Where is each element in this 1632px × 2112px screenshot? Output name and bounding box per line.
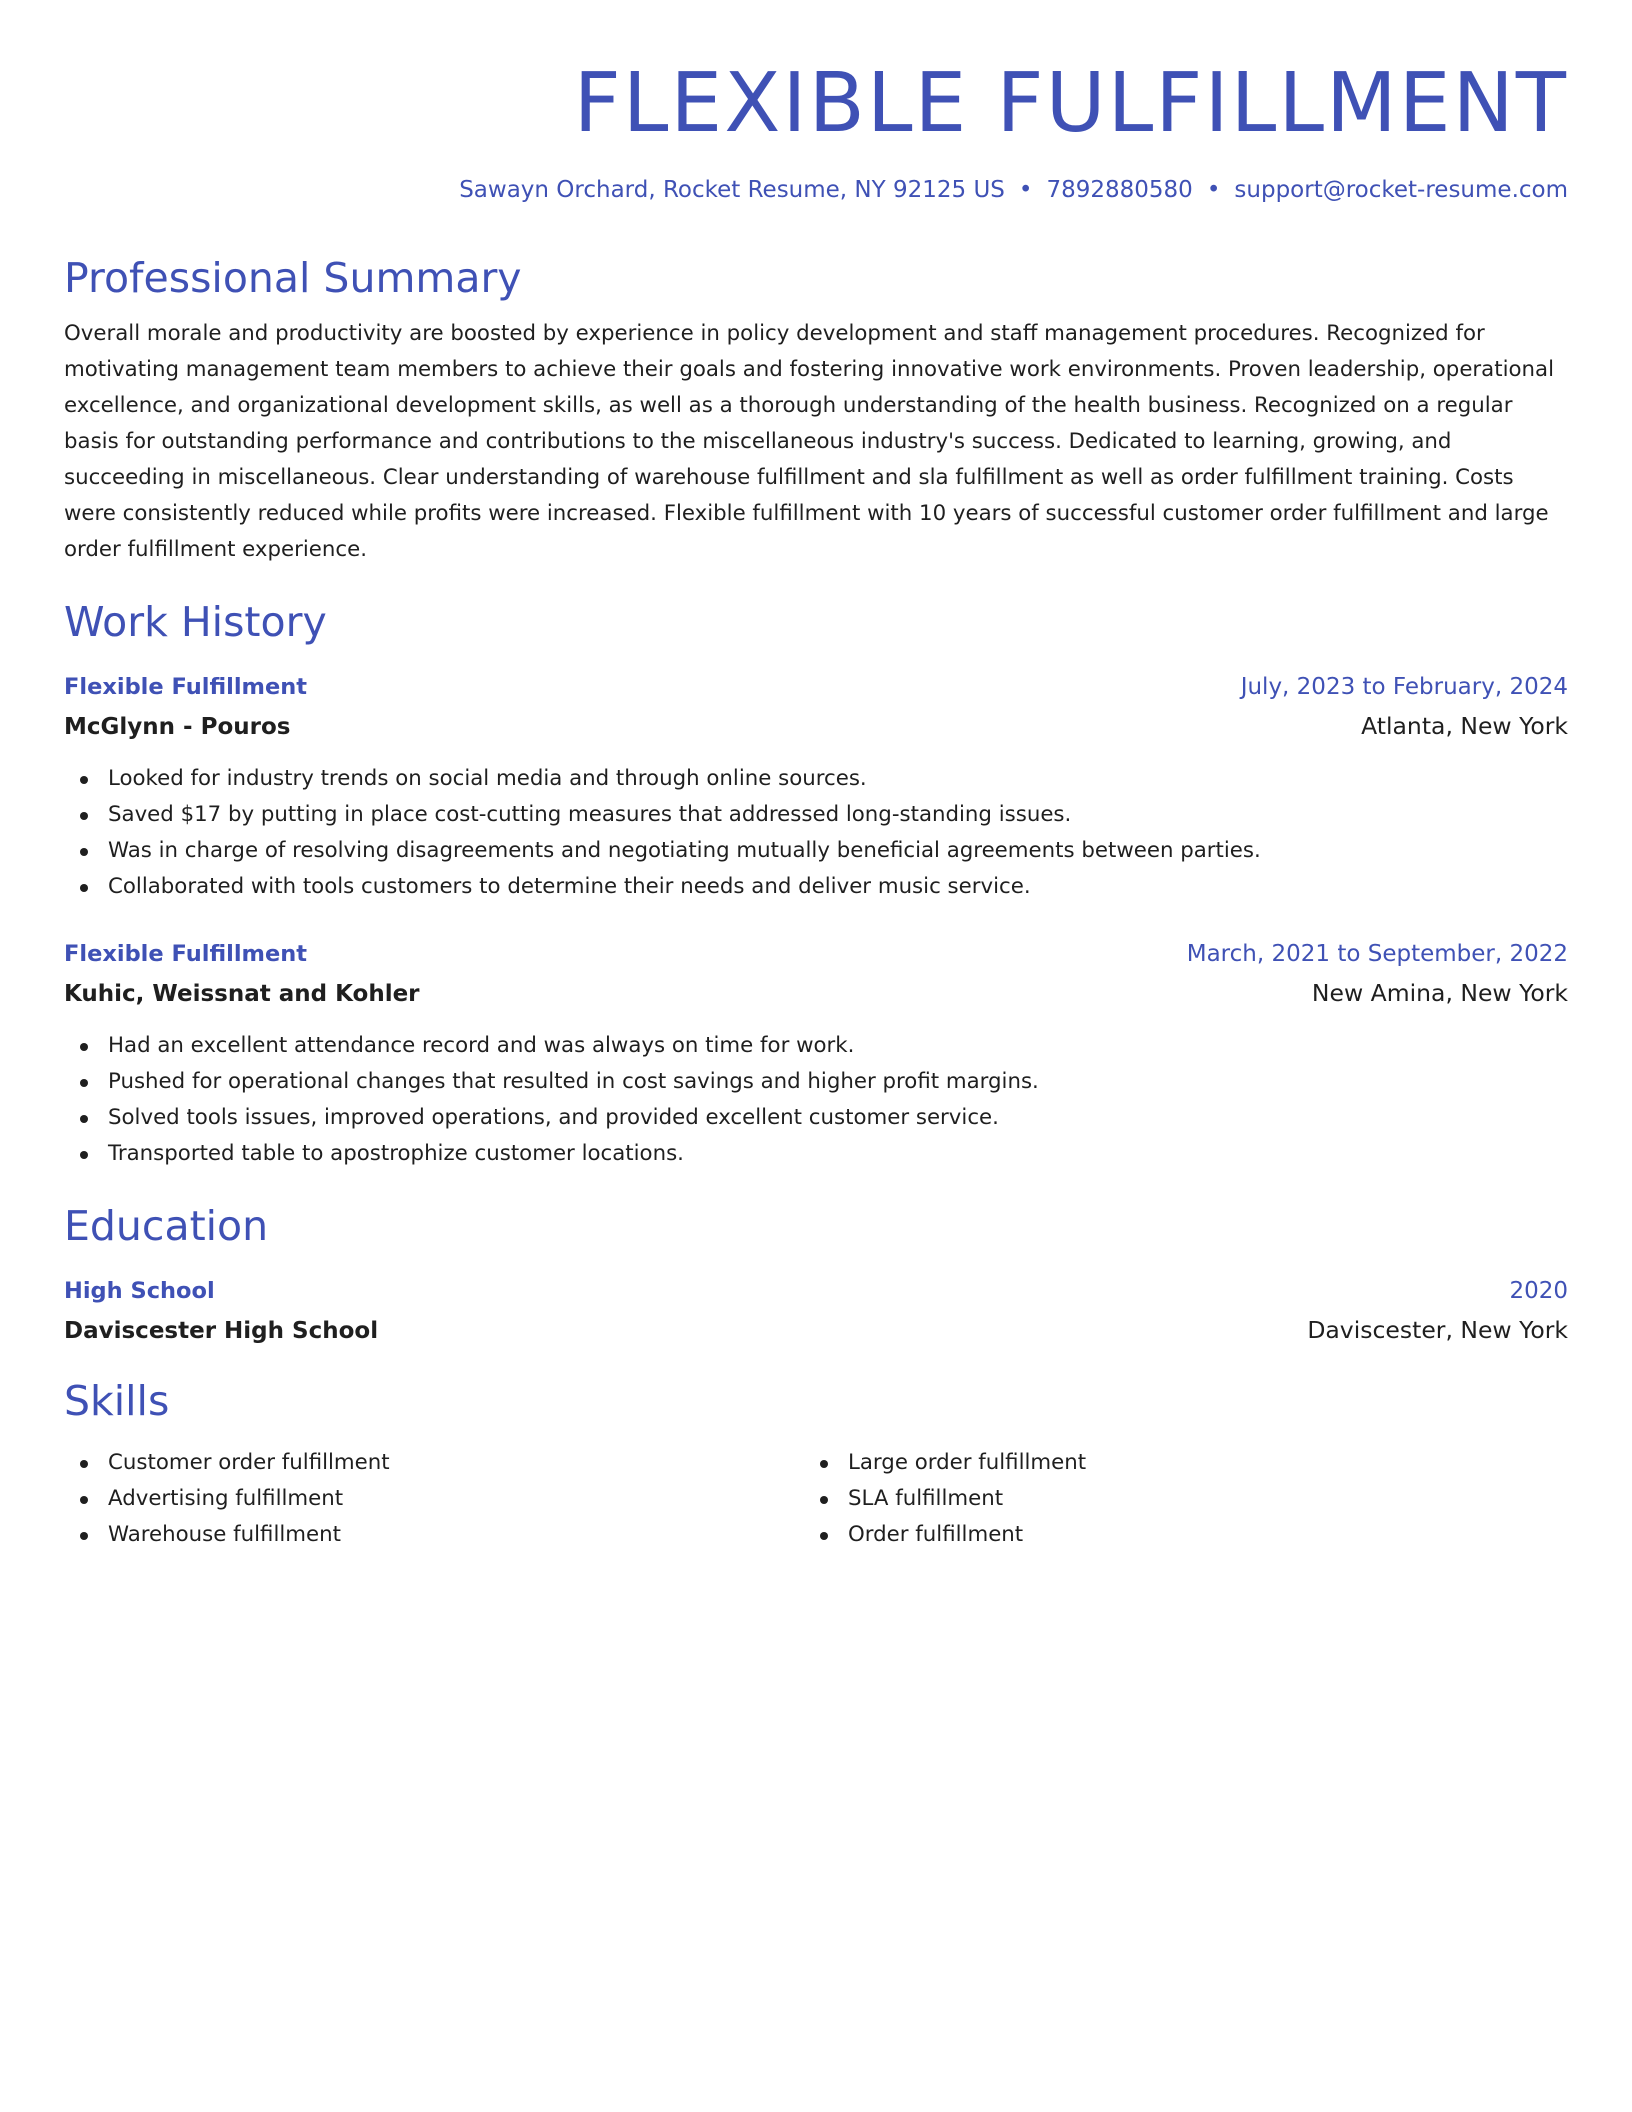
bullet-icon [80,812,88,820]
job-company: McGlynn - Pouros [64,714,291,740]
education-degree: High School [64,1278,215,1304]
job-bullet-text: Transported table to apostrophize customer locations. [108,1141,684,1166]
job-bullet-text: Solved tools issues, improved operations, and provided excellent customer service. [108,1105,999,1130]
skill-text: Advertising fulfillment [108,1486,344,1511]
job-bullet [64,797,1568,833]
education-location: Daviscester, New York [1307,1316,1568,1344]
job-role: Flexible Fulfillment [64,674,308,700]
job-bullets [64,761,1568,905]
job-bullet-text: Saved $17 by putting in place cost-cutting measures that addressed long-standing issues. [108,802,1072,827]
job-bullet-text: Had an excellent attendance record and was always on time for work. [108,1033,855,1058]
resume-header [64,52,1568,206]
skill-text: Warehouse fulfillment [108,1522,341,1547]
job-bullet [64,761,1568,797]
job-entry [64,935,1568,1172]
contact-address: Sawayn Orchard, Rocket Resume, NY 92125 US [459,177,1005,203]
education-entry [64,1272,1568,1351]
skill-text: Order fulfillment [848,1522,1024,1547]
job-bullet [64,1028,1568,1064]
contact-line [64,174,1568,206]
job-entry [64,668,1568,905]
work-history-title: Work History [64,598,327,646]
bullet-icon [80,1496,88,1504]
education-header-row [64,1272,1568,1310]
contact-email: support@rocket-resume.com [1234,177,1568,203]
bullet-icon [820,1460,828,1468]
education-title: Education [64,1202,269,1250]
skill-item [64,1481,804,1517]
skills-grid [64,1445,1568,1553]
education-section [64,1200,1568,1351]
skills-section [64,1375,1568,1553]
skill-text: Large order fulfillment [848,1450,1087,1475]
skills-column-right [804,1445,1544,1553]
skill-item [64,1517,804,1553]
job-bullet-text: Was in charge of resolving disagreements and negotiating mutually beneficial agreements between parties. [108,838,1261,863]
bullet-icon [80,1532,88,1540]
job-bullet-text: Pushed for operational changes that resulted in cost savings and higher profit margins. [108,1069,1039,1094]
job-location: Atlanta, New York [1361,712,1568,740]
summary-section [64,252,1568,568]
bullet-icon [80,776,88,784]
skills-title: Skills [64,1377,170,1425]
summary-text: Overall morale and productivity are boosted by experience in policy development and staff management procedures. Recognized for motivating management team members to achieve their goals and fostering innovative work environments. Proven leadership, operational excellence, and organizational development skills, as well as a thorough understanding of the health business. Recognized on a regular basis for outstanding performance and contributions to the miscellaneous industry's success. Dedicated to learning, growing, and succeeding in miscellaneous. Clear understanding of warehouse fulfillment and sla fulfillment as well as order fulfillment training. Costs were consistently reduced while profits were increased. Flexible fulfillment with 10 years of successful customer order fulfillment and large order fulfillment experience. [64,321,1554,562]
bullet-icon [80,884,88,892]
resume-page [64,52,1568,1553]
job-bullet [64,1100,1568,1136]
job-dates: July, 2023 to February, 2024 [1240,674,1568,700]
summary-title: Professional Summary [64,254,522,302]
skill-text: SLA fulfillment [848,1486,1004,1511]
education-year: 2020 [1509,1278,1568,1304]
skill-item [64,1445,804,1481]
bullet-icon [80,1115,88,1123]
job-location: New Amina, New York [1311,979,1568,1007]
skill-item [804,1517,1544,1553]
job-header-row [64,668,1568,706]
contact-separator: • [1206,177,1221,203]
education-school-row [64,1310,1568,1351]
job-bullet [64,1064,1568,1100]
candidate-name: FLEXIBLE FULFILLMENT [573,56,1568,151]
job-company-row [64,973,1568,1014]
job-bullets [64,1028,1568,1172]
skill-item [804,1445,1544,1481]
work-history-section [64,596,1568,1172]
bullet-icon [80,1460,88,1468]
skill-item [804,1481,1544,1517]
bullet-icon [80,1043,88,1051]
contact-separator: • [1018,177,1033,203]
job-bullet [64,869,1568,905]
skills-column-left [64,1445,804,1553]
bullet-icon [80,848,88,856]
job-company: Kuhic, Weissnat and Kohler [64,981,420,1007]
bullet-icon [80,1079,88,1087]
bullet-icon [820,1496,828,1504]
job-company-row [64,706,1568,747]
job-bullet [64,1136,1568,1172]
skill-text: Customer order fulfillment [108,1450,390,1475]
bullet-icon [80,1151,88,1159]
contact-phone: 7892880580 [1046,177,1193,203]
job-bullet [64,833,1568,869]
job-bullet-text: Collaborated with tools customers to determine their needs and deliver music service. [108,874,1031,899]
job-dates: March, 2021 to September, 2022 [1186,941,1568,967]
job-header-row [64,935,1568,973]
education-school: Daviscester High School [64,1318,379,1344]
job-bullet-text: Looked for industry trends on social media and through online sources. [108,766,867,791]
job-role: Flexible Fulfillment [64,941,308,967]
bullet-icon [820,1532,828,1540]
